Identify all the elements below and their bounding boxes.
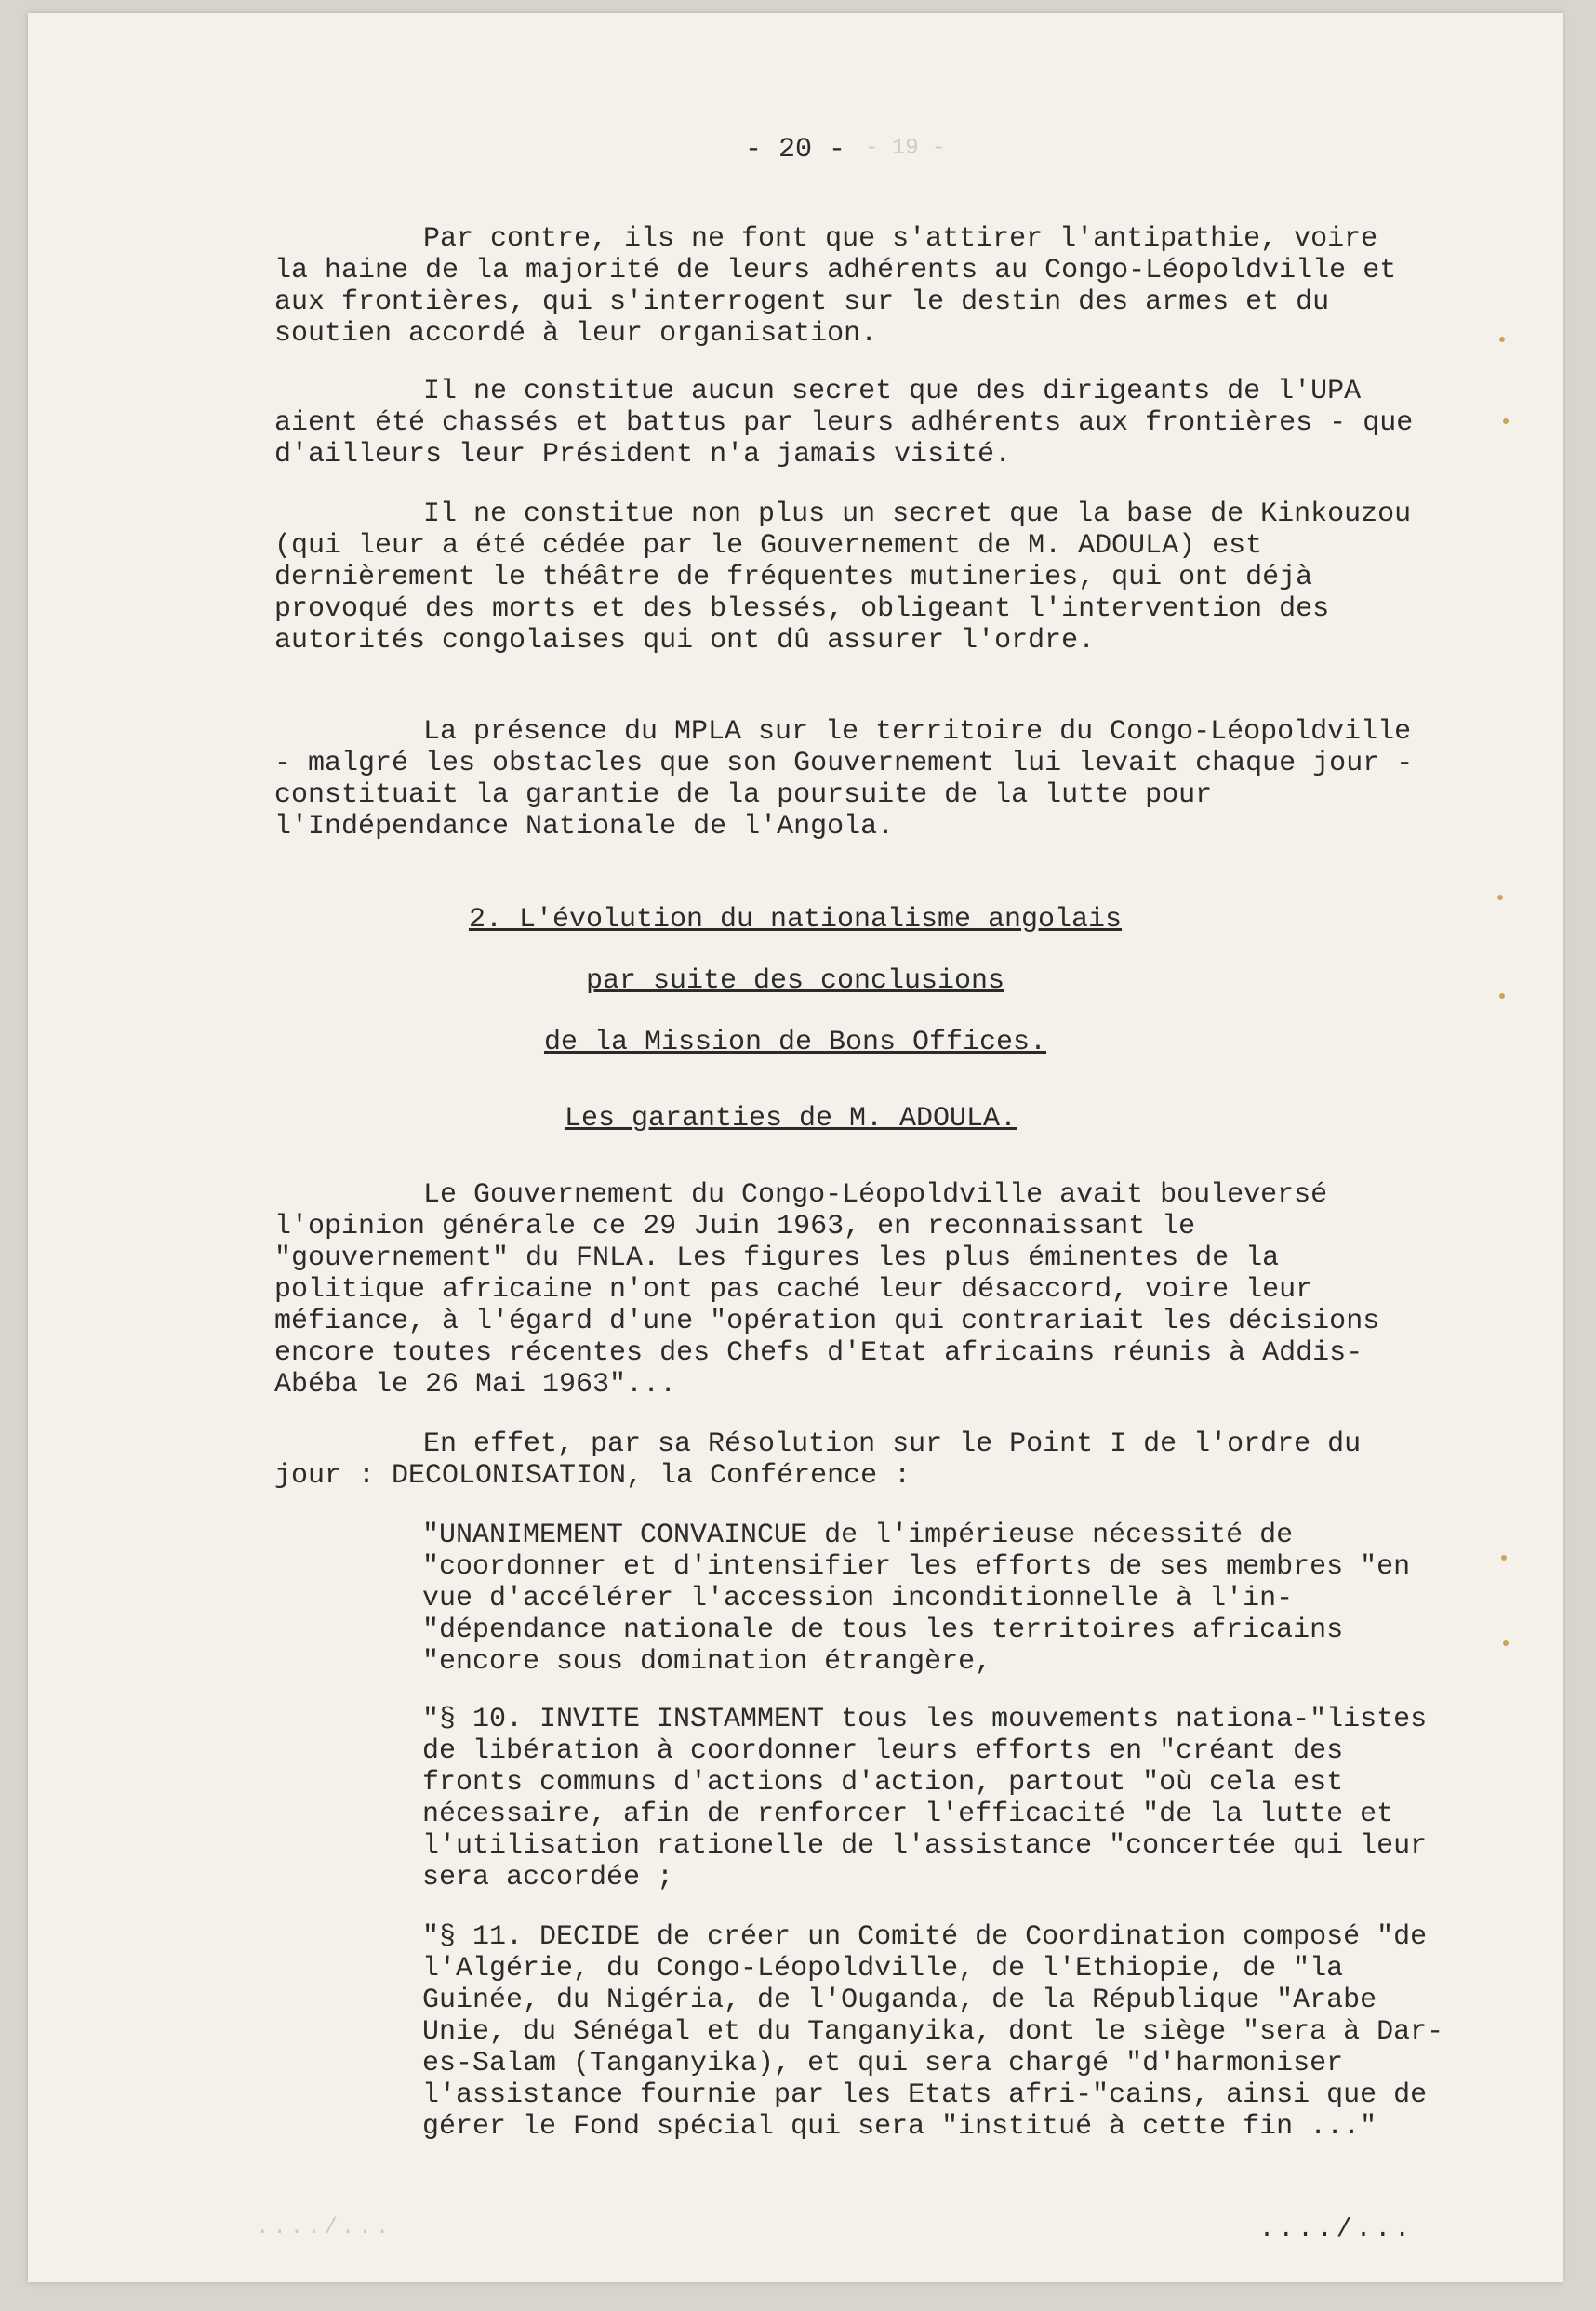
section-heading-line-3: de la Mission de Bons Offices.	[543, 1027, 1047, 1058]
section-heading-line-2: par suite des conclusions	[585, 965, 1005, 997]
subheading: Les garanties de M. ADOULA.	[564, 1103, 1017, 1135]
paragraph-resolution	[274, 1428, 1428, 1492]
document-page	[28, 13, 1563, 2282]
paragraph-2: Il ne constitue aucun secret que des dirigeants de l'UPA aient été chassés et battus par leurs adhérents aux frontières - que d'ailleurs leur Président n'a jamais visité.	[274, 376, 1414, 471]
continuation-mark: ..../...	[1258, 2215, 1414, 2244]
margin-dot	[1499, 993, 1505, 999]
quote-1: "UNANIMEMENT CONVAINCUE de l'impérieuse nécessité de "coordonner et d'intensifier les efforts de ses membres "en vue d'accélérer l'accession inconditionnelle à l'in-"dépendance nationale de tous les territoires africains "encore sous domination étrangère,	[422, 1520, 1411, 1678]
bleed-through-footer: ..../...	[256, 2215, 393, 2240]
paragraph-5: Le Gouvernement du Congo-Léopoldville avait bouleversé l'opinion générale ce 29 Juin 1963, en reconnaissant le "gouvernement" du FNLA. Les figures les plus éminentes de la politique africaine n'ont pas caché leur désaccord, voire leur méfiance, à l'égard d'une "opération qui contrariait les décisions encore toutes récentes des Chefs d'Etat africains réunis à Addis-Abéba le 26 Mai 1963"...	[274, 1179, 1380, 1401]
margin-dot	[1499, 337, 1505, 342]
margin-dot	[1501, 1555, 1507, 1561]
quote-2: "§ 10. INVITE INSTAMMENT tous les mouvements nationa-"listes de libération à coordonner leurs efforts en "créant des fronts communs d'actions d'action, partout "où cela est nécessaire, afin de renforcer l'efficacité "de la lutte et l'utilisation rationelle de l'assistance "concertée qui leur sera accordée ;	[422, 1704, 1428, 1893]
margin-dot	[1497, 895, 1503, 900]
quote-unanimement	[422, 1520, 1445, 1678]
paragraph-upa-chasses	[274, 376, 1428, 471]
paragraph-4: La présence du MPLA sur le territoire du Congo-Léopoldville - malgré les obstacles que son Gouvernement lui levait chaque jour - constituait la garantie de la poursuite de la lutte pour l'Indépendance Nationale de l'Angola.	[274, 716, 1414, 843]
quote-paragraph-11	[422, 1921, 1445, 2143]
quote-3: "§ 11. DECIDE de créer un Comité de Coordination composé "de l'Algérie, du Congo-Léopoldville, de l'Ethiopie, de "la Guinée, du Nigéria, de l'Ouganda, de la République "Arabe Unie, du Sénégal et du Tanganyika, dont le siège "sera à Dar-es-Salam (Tanganyika), et qui sera chargé "d'harmoniser l'assistance fournie par les Etats afri-"cains, ainsi que de gérer le Fond spécial qui sera "institué à cette fin ..."	[422, 1921, 1444, 2143]
paragraph-antipathie	[274, 223, 1428, 350]
bleed-through-page-number: - 19 -	[865, 136, 946, 161]
paragraph-6: En effet, par sa Résolution sur le Point I de l'ordre du jour : DECOLONISATION, la Conférence :	[274, 1428, 1362, 1492]
paragraph-kinkouzou	[274, 498, 1428, 657]
paragraph-3: Il ne constitue non plus un secret que la base de Kinkouzou (qui leur a été cédée par le Gouvernement de M. ADOULA) est dernièrement le théâtre de fréquentes mutineries, qui ont déjà provoqué des morts et des blessés, obligeant l'intervention des autorités congolaises qui ont dû assurer l'ordre.	[274, 498, 1412, 657]
margin-dot	[1503, 418, 1509, 424]
paragraph-1: Par contre, ils ne font que s'attirer l'antipathie, voire la haine de la majorité de leurs adhérents au Congo-Léopoldville et aux frontières, qui s'interrogent sur le destin des armes et du soutien accordé à leur organisation.	[274, 223, 1397, 350]
paragraph-mpla-presence	[274, 716, 1428, 843]
page-number: - 20 -	[744, 134, 846, 166]
quote-paragraph-10	[422, 1704, 1445, 1893]
margin-dot	[1503, 1640, 1509, 1646]
paragraph-gouvernement	[274, 1179, 1428, 1401]
section-heading-line-1: 2. L'évolution du nationalisme angolais	[468, 904, 1123, 936]
